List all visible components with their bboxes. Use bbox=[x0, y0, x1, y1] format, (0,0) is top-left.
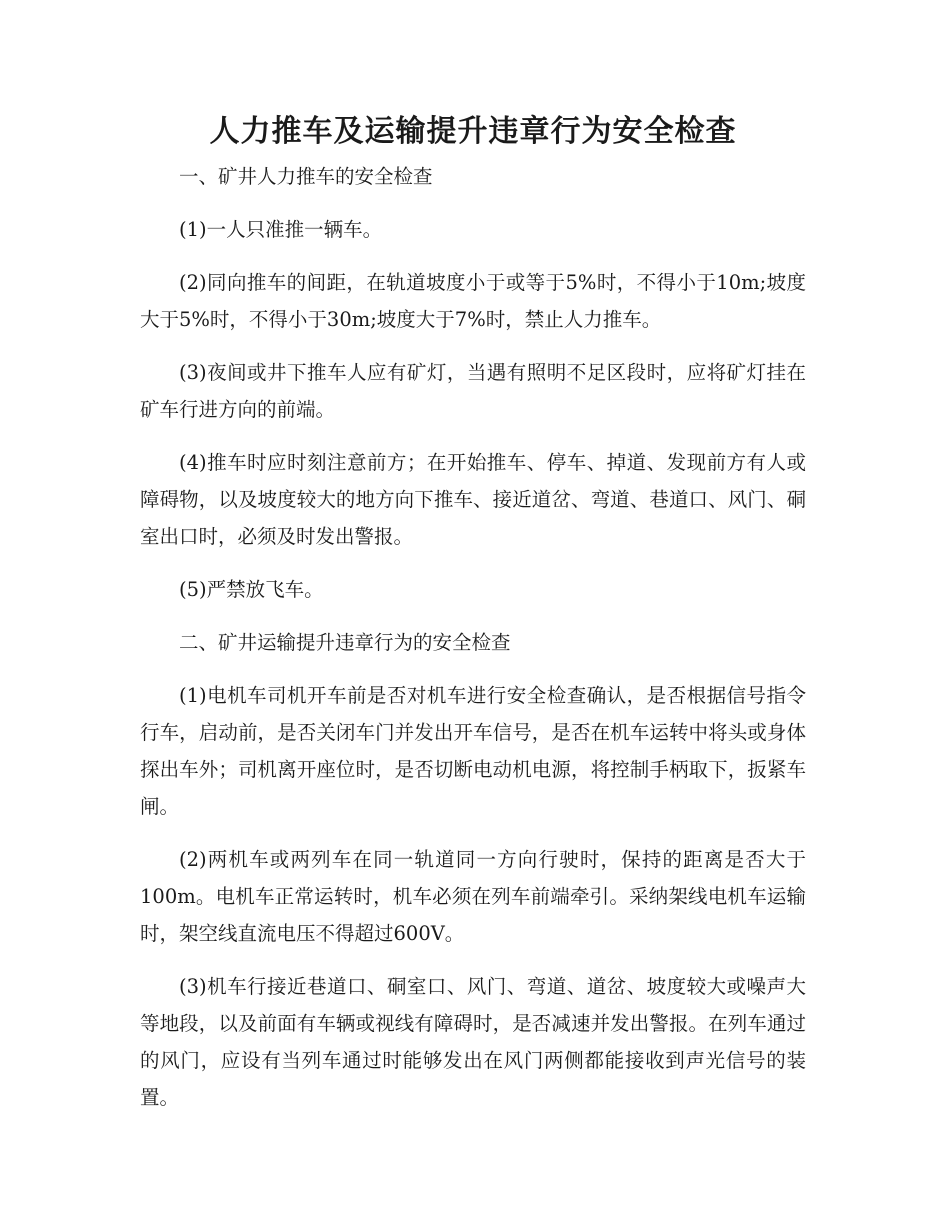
paragraph-item: (5)严禁放飞车。 bbox=[179, 578, 324, 601]
paragraph-item: (3)夜间或井下推车人应有矿灯，当遇有照明不足区段时，应将矿灯挂在矿车行进方向的前端。 bbox=[140, 361, 806, 421]
document-title: 人力推车及运输提升违章行为安全检查 bbox=[209, 114, 737, 149]
section-heading-2: 二、矿井运输提升违章行为的安全检查 bbox=[179, 631, 511, 654]
paragraph-item: (2)两机车或两列车在同一轨道同一方向行驶时，保持的距离是否大于100m。电机车正常运转时，机车必须在列车前端牵引。采纳架线电机车运输时，架空线直流电压不得超过600V。 bbox=[140, 848, 806, 945]
paragraph-item: (3)机车行接近巷道口、硐室口、风门、弯道、道岔、坡度较大或噪声大等地段，以及前面有车辆或视线有障碍时，是否减速并发出警报。在列车通过的风门，应设有当列车通过时能够发出在风门两侧都能接收到声光信号的装置。 bbox=[140, 975, 806, 1109]
section-heading-1: 一、矿井人力推车的安全检查 bbox=[179, 165, 433, 188]
paragraph-item: (2)同向推车的间距，在轨道坡度小于或等于5%时，不得小于10m;坡度大于5%时，不得小于30m;坡度大于7%时，禁止人力推车。 bbox=[140, 271, 806, 331]
paragraph-item: (1)电机车司机开车前是否对机车进行安全检查确认，是否根据信号指令行车，启动前，是否关闭车门并发出开车信号，是否在机车运转中将头或身体探出车外；司机离开座位时，是否切断电动机电源，将控制手柄取下，扳紧车闸。 bbox=[140, 684, 806, 818]
document-page bbox=[140, 108, 806, 1132]
paragraph-item: (1)一人只准推一辆车。 bbox=[179, 218, 383, 241]
paragraph-item: (4)推车时应时刻注意前方；在开始推车、停车、掉道、发现前方有人或障碍物，以及坡度较大的地方向下推车、接近道岔、弯道、巷道口、风门、硐室出口时，必须及时发出警报。 bbox=[140, 451, 806, 548]
